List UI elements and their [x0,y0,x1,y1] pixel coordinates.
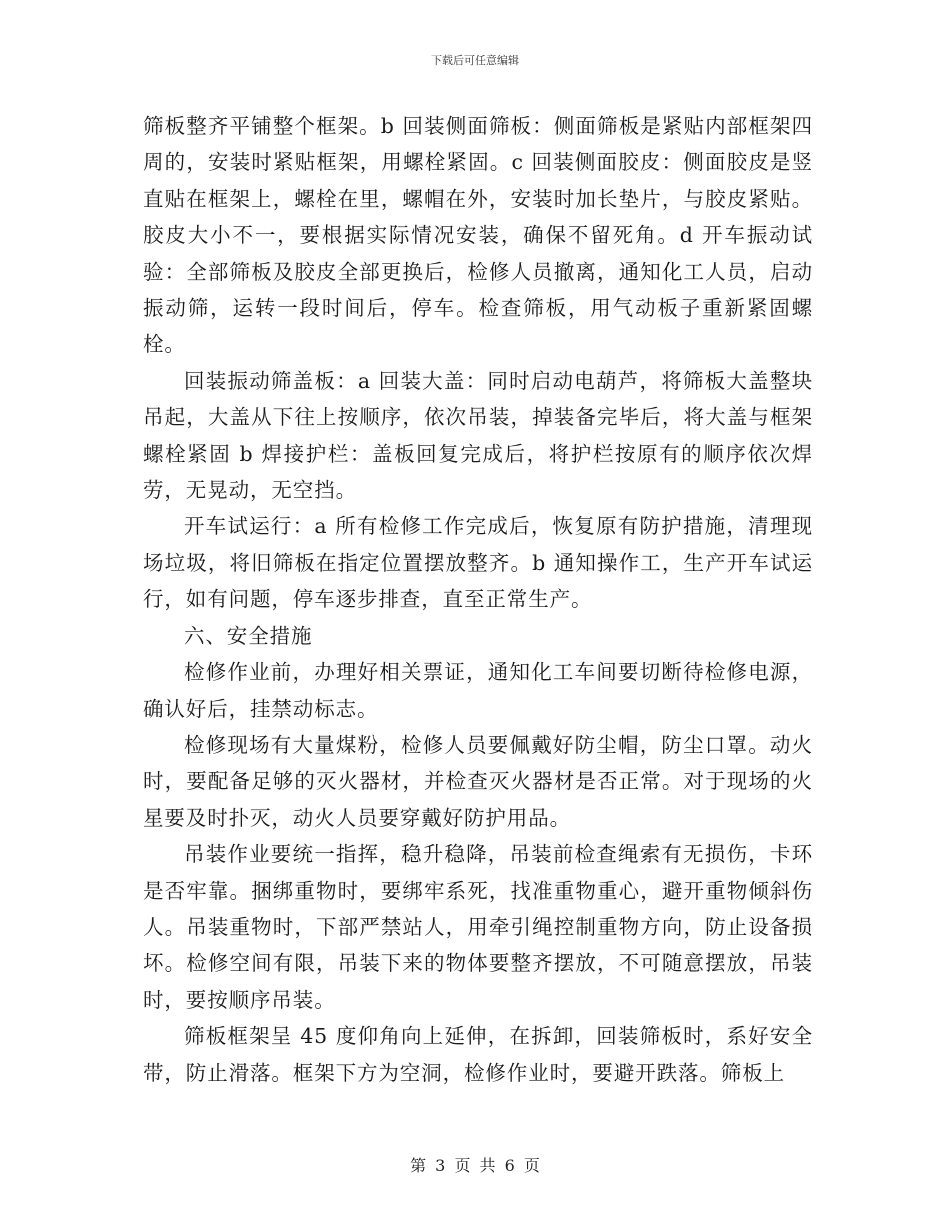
section-heading-safety-measures: 六、安全措施 [184,623,313,648]
paragraph-pre-work-permits: 检修作业前，办理好相关票证，通知化工车间要切断待检修电源，确认好后，挂禁动标志。 [143,660,813,721]
paragraph-frame-fall-protection: 筛板框架呈 45 度仰角向上延伸，在拆卸，回装筛板时，系好安全带，防止滑落。框架下方为空洞，检修作业时，要避开跌落。筛板上 [143,1024,813,1085]
paragraph-dust-and-fire: 检修现场有大量煤粉，检修人员要佩戴好防尘帽，防尘口罩。动火时，要配备足够的灭火器材，并检查灭火器材是否正常。对于现场的火星要及时扑灭，动火人员要穿戴好防护用品。 [143,732,813,830]
page-footer: 第 3 页 共 6 页 [410,1156,540,1175]
paragraph-screen-plate-installation: 筛板整齐平铺整个框架。b 回装侧面筛板：侧面筛板是紧贴内部框架四周的，安装时紧贴框架，用螺栓紧固。c 回装侧面胶皮：侧面胶皮是竖直贴在框架上，螺栓在里，螺帽在外，安装时加长垫片，与胶皮紧贴。胶皮大小不一，要根据实际情况安装，确保不留死角。d 开车振动试验：全部筛板及胶皮全部更换后，检修人员撤离，通知化工人员，启动振动筛，运转一段时间后，停车。检查筛板，用气动板子重新紧固螺栓。 [143,114,813,357]
paragraph-trial-run: 开车试运行：a 所有检修工作完成后，恢复原有防护措施，清理现场垃圾，将旧筛板在指定位置摆放整齐。b 通知操作工，生产开车试运行，如有问题，停车逐步排查，直至正常生产。 [143,514,813,612]
paragraph-lifting-operations: 吊装作业要统一指挥，稳升稳降，吊装前检查绳索有无损伤，卡环是否牢靠。捆绑重物时，要绑牢系死，找准重物重心，避开重物倾斜伤人。吊装重物时，下部严禁站人，用牵引绳控制重物方向，防止设备损坏。检修空间有限，吊装下来的物体要整齐摆放，不可随意摆放，吊装时，要按顺序吊装。 [143,842,813,1012]
document-body [143,108,813,1091]
page-header: 下载后可任意编辑 [431,54,519,67]
paragraph-cover-plate-reinstall: 回装振动筛盖板：a 回装大盖：同时启动电葫芦，将筛板大盖整块吊起，大盖从下往上按顺序，依次吊装，掉装备完毕后，将大盖与框架螺栓紧固 b 焊接护栏：盖板回复完成后，将护栏按原有的顺序依次焊劳，无晃动，无空挡。 [143,368,813,503]
